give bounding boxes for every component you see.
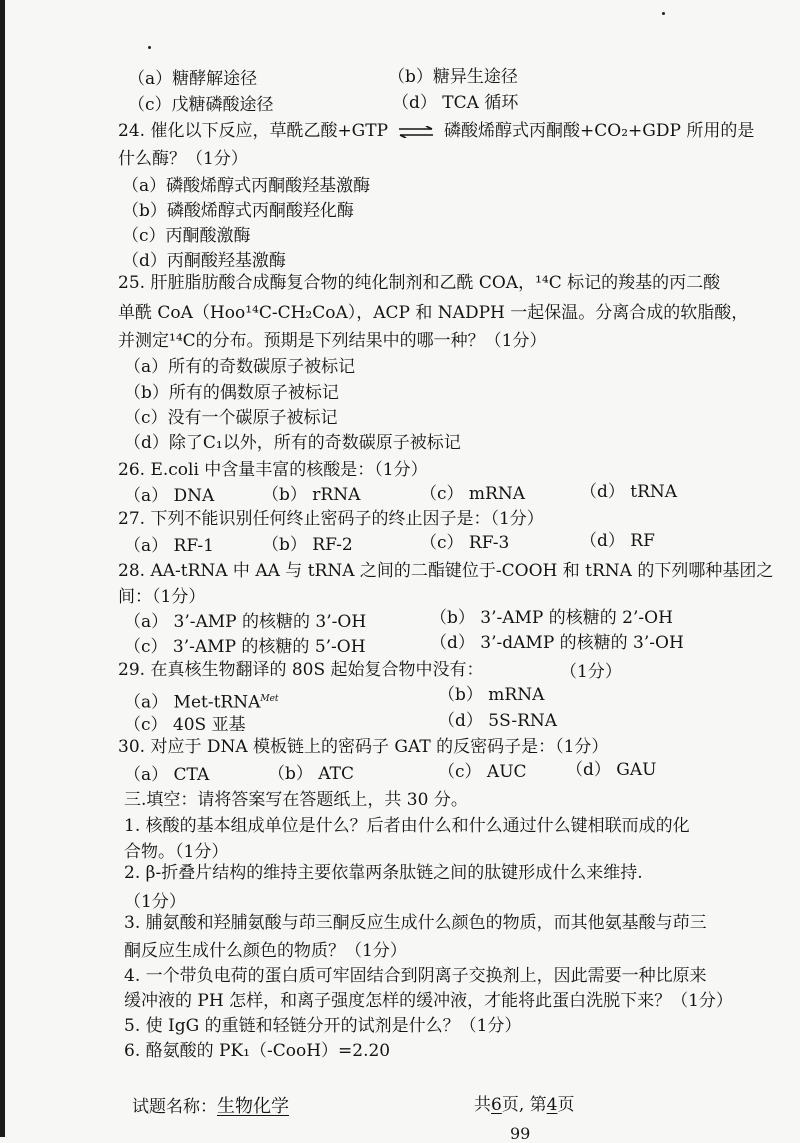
fill-4-line2: 缓冲液的 PH 怎样，和离子强度怎样的缓冲液，才能将此蛋白洗脱下来？（1分）: [124, 991, 733, 1011]
footer-current-page: 4: [546, 1095, 558, 1115]
q30-option-b: （b） ATC: [268, 764, 354, 784]
q26-stem: 26. E.coli 中含量丰富的核酸是：（1分）: [118, 460, 428, 480]
q29-points: （1分）: [560, 662, 622, 682]
q24-option-d: （d）丙酮酸羟基激酶: [122, 251, 286, 271]
q23-option-a: （a）糖酵解途径: [128, 69, 258, 89]
q27-option-a: （a） RF-1: [124, 536, 214, 556]
q28-line2: 间：（1分）: [118, 587, 206, 607]
q23-option-c: （c）戊糖磷酸途径: [128, 95, 274, 115]
fill-2-line1: 2. β-折叠片结构的维持主要依靠两条肽链之间的肽键形成什么来维持.: [124, 863, 643, 883]
fill-5: 5. 使 IgG 的重链和轻链分开的试剂是什么？（1分）: [124, 1016, 522, 1036]
q30-stem: 30. 对应于 DNA 模板链上的密码子 GAT 的反密码子是：（1分）: [118, 737, 609, 757]
fill-4-line1: 4. 一个带负电荷的蛋白质可牢固结合到阴离子交换剂上，因此需要一种比原来: [124, 966, 707, 986]
q25-line1: 25. 肝脏脂肪酸合成酶复合物的纯化制剂和乙酰 COA，¹⁴C 标记的羧基的丙二酸: [118, 273, 721, 293]
q29-option-b: （b） mRNA: [438, 685, 545, 705]
q26-option-d: （d） tRNA: [580, 482, 678, 502]
q25-option-b: （b）所有的偶数原子被标记: [124, 383, 339, 403]
fill-1-line2: 合物。（1分）: [124, 842, 229, 862]
q24-option-c: （c）丙酮酸激酶: [122, 226, 251, 246]
q25-option-c: （c）没有一个碳原子被标记: [124, 408, 338, 428]
q30-option-d: （d） GAU: [566, 760, 657, 780]
footer-page-info: [474, 1094, 574, 1116]
q24-stem: [118, 120, 754, 142]
q24-option-b: （b）磷酸烯醇式丙酮酸羟化酶: [122, 201, 354, 221]
scan-speck: [662, 12, 665, 15]
q30-option-c: （c） AUC: [438, 762, 527, 782]
q27-option-c: （c） RF-3: [420, 533, 510, 553]
q24-option-a: （a）磷酸烯醇式丙酮酸羟基激酶: [122, 176, 371, 196]
footer-page-suffix: 页: [557, 1095, 575, 1115]
fill-3-line2: 酮反应生成什么颜色的物质？（1分）: [124, 941, 407, 961]
q24-stem-right: 磷酸烯醇式丙酮酸+CO₂+GDP 所用的是: [444, 121, 755, 141]
q29-stem: 29. 在真核生物翻译的 80S 起始复合物中没有：: [118, 660, 484, 680]
q28-option-d: （d） 3’-dAMP 的核糖的 3’-OH: [430, 633, 684, 653]
q26-option-a: （a） DNA: [124, 486, 215, 506]
footer-total-pages: 6: [491, 1095, 502, 1115]
q29-option-a-superscript: Met: [260, 694, 279, 704]
footer-exam-name: [132, 1096, 289, 1118]
q25-option-d: （d）除了C₁以外，所有的奇数碳原子被标记: [124, 433, 461, 453]
q29-option-a: [124, 688, 279, 714]
q23-option-d: （d） TCA 循环: [392, 93, 519, 113]
scan-speck: [148, 46, 151, 49]
q24-stem-left: 24. 催化以下反应，草酰乙酸+GTP: [118, 121, 389, 141]
q29-option-d: （d） 5S-RNA: [438, 711, 558, 731]
q26-option-b: （b） rRNA: [262, 485, 361, 505]
q27-stem: 27. 下列不能识别任何终止密码子的终止因子是：（1分）: [118, 509, 544, 529]
q29-option-a-text: （a） Met-tRNA: [124, 692, 261, 713]
fill-6: 6. 酪氨酸的 PK₁（-CooH）=2.20: [124, 1041, 391, 1061]
q26-option-c: （c） mRNA: [420, 484, 525, 504]
q25-option-a: （a）所有的奇数碳原子被标记: [124, 357, 356, 377]
section3-heading: 三.填空：请将答案写在答题纸上，共 30 分。: [124, 790, 468, 810]
fill-1-line1: 1. 核酸的基本组成单位是什么？后者由什么和什么通过什么键相联而成的化: [124, 816, 690, 836]
q28-option-a: （a） 3’-AMP 的核糖的 3’-OH: [124, 612, 367, 632]
footer-label: 试题名称：: [132, 1097, 217, 1117]
q23-option-b: （b）糖异生途径: [388, 67, 518, 87]
q28-option-c: （c） 3’-AMP 的核糖的 5’-OH: [124, 637, 366, 657]
q24-stem-cont: 什么酶？（1分）: [118, 149, 248, 169]
q27-option-d: （d） RF: [580, 531, 655, 551]
page-number: 99: [510, 1124, 531, 1143]
fill-2-line2: （1分）: [124, 892, 186, 912]
footer-subject: 生物化学: [217, 1096, 289, 1117]
q27-option-b: （b） RF-2: [262, 535, 353, 555]
q28-line1: 28. AA-tRNA 中 AA 与 tRNA 之间的二酯键位于-COOH 和 tRNA 的下列哪种基团之: [118, 561, 774, 581]
q29-option-c: （c） 40S 亚基: [124, 715, 246, 735]
q25-line3: 并测定¹⁴C的分布。预期是下列结果中的哪一种？（1分）: [118, 331, 547, 351]
footer-total-prefix: 共: [474, 1095, 491, 1115]
scan-edge: [0, 0, 5, 1137]
q28-option-b: （b） 3’-AMP 的核糖的 2’-OH: [430, 608, 673, 628]
q25-line2: 单酰 CoA（Hoo¹⁴C-CH₂CoA），ACP 和 NADPH 一起保温。分离合成的软脂酸，: [118, 303, 749, 323]
equilibrium-arrows-icon: [398, 126, 434, 138]
footer-total-suffix: 页, 第: [501, 1095, 547, 1115]
q30-option-a: （a） CTA: [124, 765, 210, 785]
fill-3-line1: 3. 脯氨酸和羟脯氨酸与茚三酮反应生成什么颜色的物质，而其他氨基酸与茚三: [124, 913, 707, 933]
